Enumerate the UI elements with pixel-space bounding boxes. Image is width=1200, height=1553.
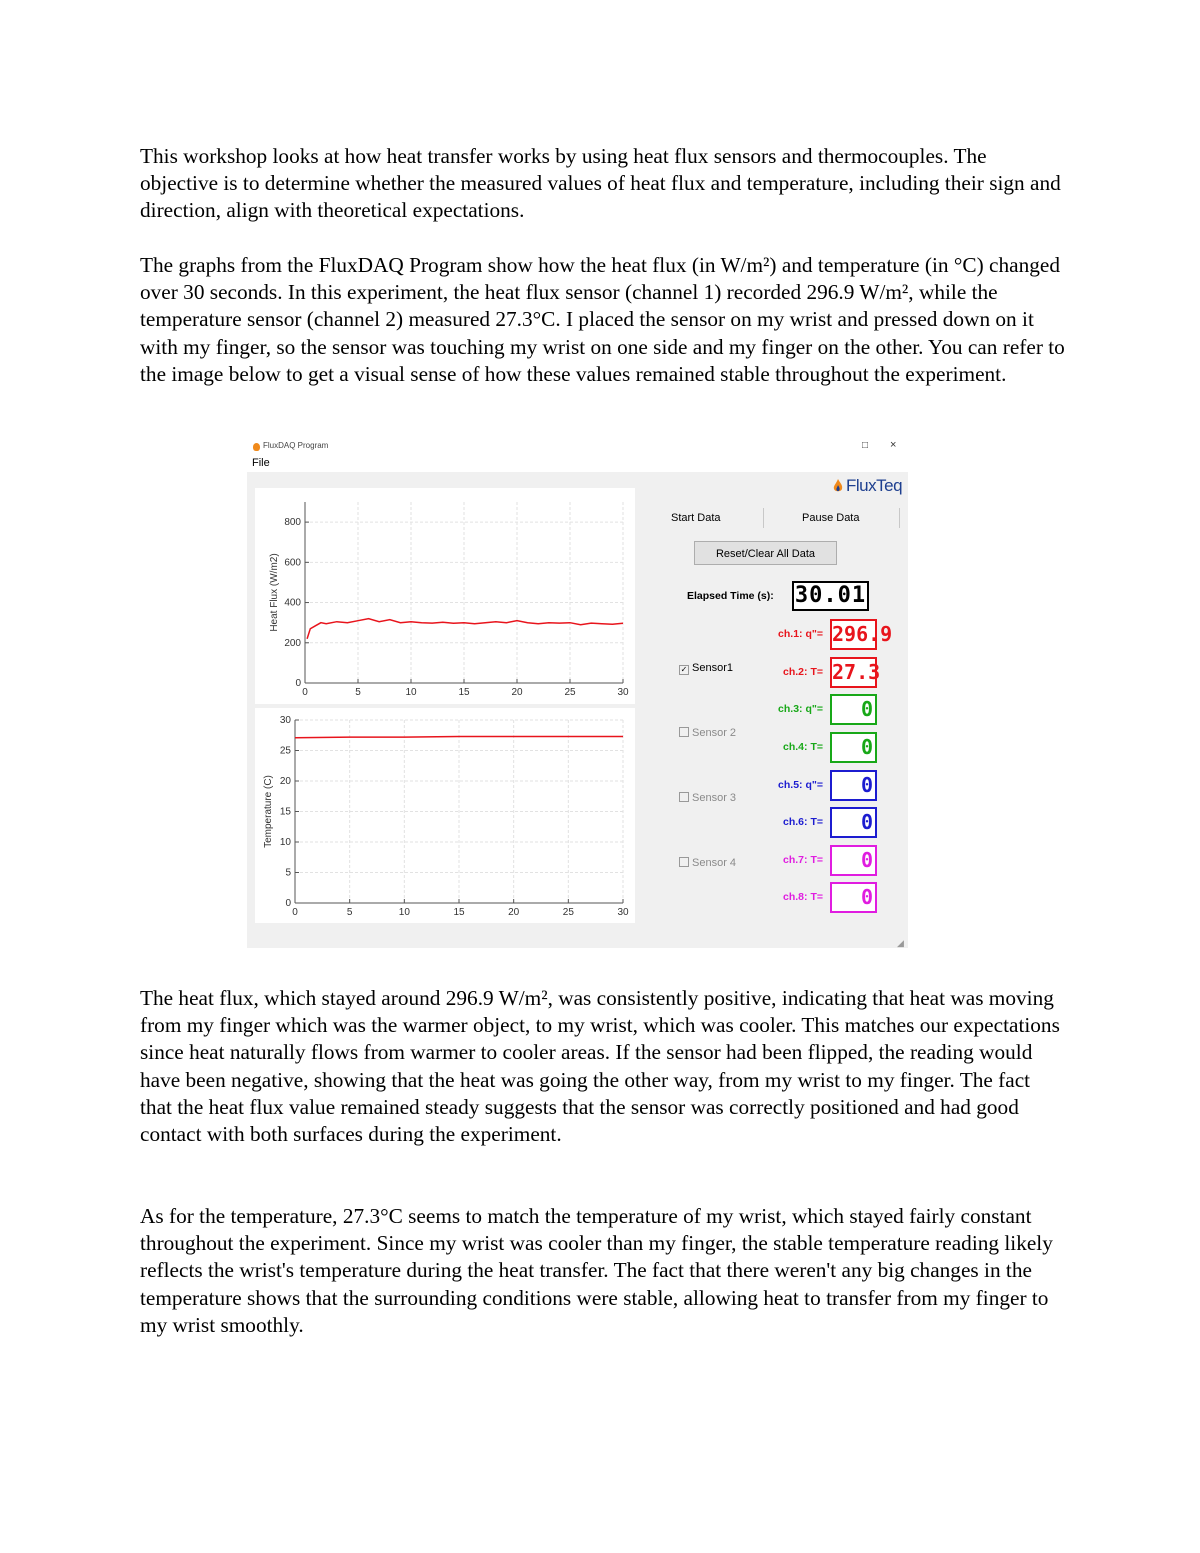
x-tick-label: 5 (346, 907, 353, 918)
y-tick-label: 30 (279, 715, 291, 726)
x-tick-label: 20 (511, 687, 523, 698)
ch8-label: ch.8: T= (783, 891, 823, 903)
temperature-plot-panel (255, 708, 635, 923)
graphs-paragraph: The graphs from the FluxDAQ Program show how the heat flux (in W/m²) and temperature (in °C) changed over 30 seconds. In this experiment, the heat flux sensor (channel 1) recorded 296.9 W/m², while the temperature sensor (channel 2) measured 27.3°C. I placed the sensor on my wrist and pressed down on it with my finger, so the sensor was touching my wrist on one side and my finger on the other. You can refer to the image below to get a visual sense of how these values remained stable throughout the experiment. (140, 253, 1065, 386)
toolbar-divider (763, 508, 764, 528)
y-tick-label: 20 (279, 776, 291, 787)
ch3-display: 0 (830, 694, 877, 725)
heat-flux-paragraph: The heat flux, which stayed around 296.9 W/m², was consistently positive, indicating that heat was moving from my finger which was the warmer object, to my wrist, which was cooler. This matches our expectations since heat naturally flows from warmer to cooler areas. If the sensor had been flipped, the reading would have been negative, showing that the heat was going the other way, from my wrist to my finger. The fact that the heat flux value remained steady suggests that the sensor was correctly positioned and had good contact with both surfaces during the experiment. (140, 986, 1060, 1147)
y-tick-label: 5 (285, 867, 291, 879)
ch7-display: 0 (830, 845, 877, 876)
data-toolbar (645, 508, 901, 530)
heat-flux-plot-panel (255, 488, 635, 704)
temperature-paragraph: As for the temperature, 27.3°C seems to match the temperature of my wrist, which stayed fairly constant throughout the experiment. Since my wrist was cooler than my finger, the stable temperature reading likely reflects the wrist's temperature during the heat transfer. The fact that there weren't any big changes in the temperature shows that the surrounding conditions were stable, allowing heat to transfer from my finger to my wrist smoothly. (140, 1204, 1053, 1337)
x-tick-label: 15 (458, 687, 470, 698)
y-tick-label: 25 (279, 745, 291, 757)
close-icon[interactable]: × (890, 439, 897, 451)
series-line (307, 619, 623, 639)
temperature-chart (255, 708, 635, 923)
checkbox-icon (679, 792, 689, 802)
sensor3-label: Sensor 3 (692, 792, 737, 804)
ch2-display: 27.3 (830, 657, 877, 688)
ch6-display: 0 (830, 807, 877, 838)
intro-paragraph: This workshop looks at how heat transfer works by using heat flux sensors and thermocouples. The objective is to determine whether the measured values of heat flux and temperature, including their sign and direction, align with theoretical expectations. (140, 144, 1061, 223)
x-tick-label: 30 (617, 687, 629, 698)
x-tick-label: 0 (302, 687, 308, 698)
x-tick-label: 10 (405, 687, 417, 698)
checkbox-icon (679, 857, 689, 867)
y-axis-label: Temperature (C) (263, 775, 274, 848)
x-tick-label: 20 (508, 907, 520, 918)
window-title: FluxDAQ Program (263, 441, 329, 450)
ch4-label: ch.4: T= (783, 741, 823, 753)
y-tick-label: 200 (284, 637, 301, 649)
sensor2-label: Sensor 2 (692, 727, 737, 739)
checkbox-icon (679, 727, 689, 737)
y-tick-label: 0 (295, 678, 301, 689)
ch7-label: ch.7: T= (783, 854, 823, 866)
ch4-display: 0 (830, 732, 877, 763)
fluxdaq-screenshot (247, 438, 908, 948)
x-tick-label: 0 (292, 907, 298, 918)
x-tick-label: 5 (355, 687, 361, 698)
ch1-label: ch.1: q"= (778, 628, 823, 640)
ch8-display: 0 (830, 882, 877, 913)
minimize-icon[interactable]: □ (862, 440, 869, 451)
ch2-label: ch.2: T= (783, 666, 823, 678)
logo-text: FluxTeq (846, 476, 903, 495)
x-tick-label: 25 (562, 907, 574, 918)
y-tick-label: 10 (279, 837, 291, 848)
y-tick-label: 15 (279, 806, 291, 818)
ch6-label: ch.6: T= (783, 816, 823, 828)
y-axis-label: Heat Flux (W/m2) (269, 553, 280, 632)
y-tick-label: 400 (284, 597, 301, 609)
sensor2-checkbox[interactable] (679, 727, 736, 739)
toolbar-divider (899, 508, 900, 528)
sensor4-checkbox[interactable] (679, 857, 736, 869)
start-data-button[interactable]: Start Data (671, 512, 721, 524)
x-tick-label: 30 (617, 907, 629, 918)
x-tick-label: 15 (453, 907, 465, 918)
ch5-display: 0 (830, 770, 877, 801)
x-tick-label: 25 (564, 687, 576, 698)
elapsed-time-display: 30.01 (792, 581, 869, 611)
ch3-label: ch.3: q"= (778, 703, 823, 715)
sensor1-label: Sensor1 (692, 662, 733, 674)
checkbox-icon: ✓ (680, 665, 688, 674)
elapsed-time-label: Elapsed Time (s): (687, 590, 774, 602)
app-flame-icon (253, 443, 260, 451)
y-tick-label: 800 (284, 517, 301, 529)
reset-clear-button[interactable]: Reset/Clear All Data (694, 541, 837, 565)
sensor3-checkbox[interactable] (679, 792, 736, 804)
sensor4-label: Sensor 4 (692, 857, 737, 869)
menu-file[interactable]: File (252, 457, 270, 469)
pause-data-button[interactable]: Pause Data (802, 512, 860, 524)
x-tick-label: 10 (398, 907, 410, 918)
title-bar (247, 438, 908, 456)
fluxteq-logo (833, 476, 905, 498)
heat-flux-chart (255, 488, 635, 704)
sensor1-checkbox[interactable] (679, 662, 733, 675)
resize-grip-icon[interactable]: ◢ (897, 938, 904, 948)
ch1-display: 296.9 (830, 619, 877, 650)
y-tick-label: 0 (285, 898, 291, 909)
y-tick-label: 600 (284, 557, 301, 569)
ch5-label: ch.5: q"= (778, 779, 823, 791)
flame-icon (833, 479, 843, 493)
menu-bar (247, 456, 908, 472)
